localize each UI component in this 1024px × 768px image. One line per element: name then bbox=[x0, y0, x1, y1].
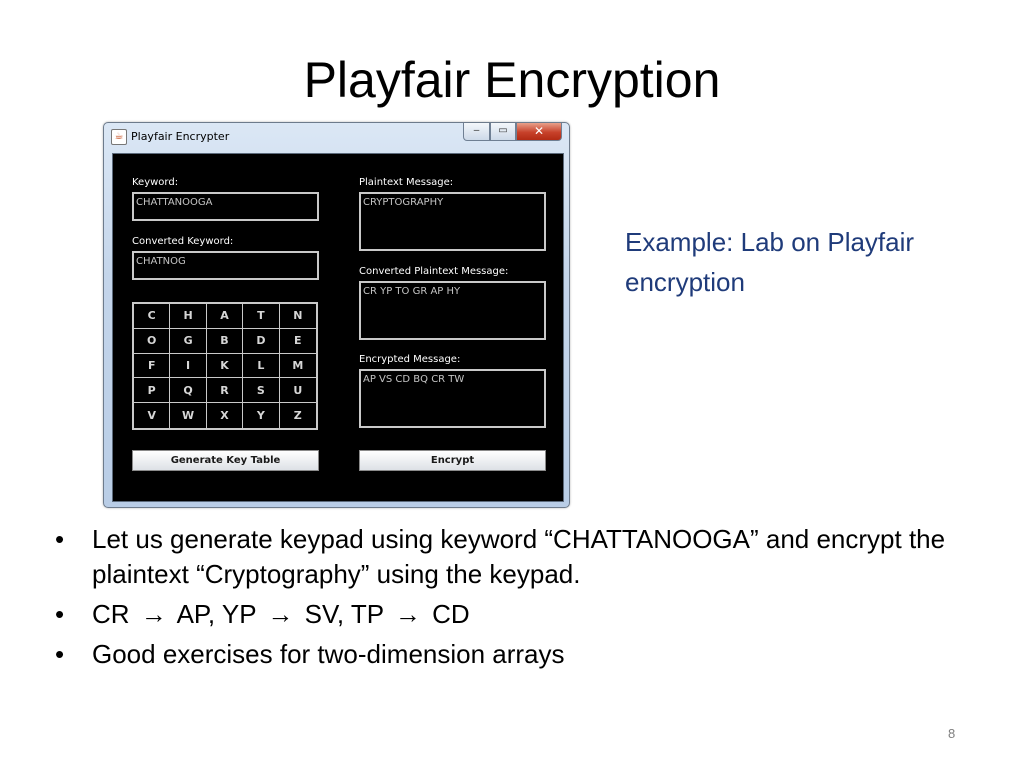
encrypt-button[interactable]: Encrypt bbox=[359, 450, 546, 471]
bullet-list bbox=[55, 522, 995, 677]
key-table-cell: V bbox=[134, 403, 170, 428]
key-table-cell: H bbox=[170, 304, 206, 329]
bullet-text: Let us generate keypad using keyword “CHATTANOOGA” and encrypt the plaintext “Cryptography” using the keypad. bbox=[92, 524, 946, 589]
key-table-cell: R bbox=[207, 378, 243, 403]
generate-key-table-button[interactable]: Generate Key Table bbox=[132, 450, 319, 471]
bullet-item bbox=[55, 637, 995, 672]
converted-keyword-label: Converted Keyword: bbox=[132, 236, 234, 247]
playfair-encrypter-window bbox=[103, 122, 570, 508]
pair-from: TP bbox=[350, 599, 384, 629]
converted-keyword-field[interactable]: CHATNOG bbox=[132, 251, 319, 280]
slide-title: Playfair Encryption bbox=[303, 52, 721, 108]
key-table-cell: U bbox=[280, 378, 316, 403]
key-table-cell: K bbox=[207, 354, 243, 379]
window-title: Playfair Encrypter bbox=[131, 130, 230, 143]
key-table-cell: S bbox=[243, 378, 279, 403]
encrypted-message-field[interactable]: AP VS CD BQ CR TW bbox=[359, 369, 546, 428]
page-number: 8 bbox=[948, 726, 956, 741]
key-table-cell: G bbox=[170, 329, 206, 354]
key-table-cell: C bbox=[134, 304, 170, 329]
pair-from: CR bbox=[92, 599, 130, 629]
key-table-cell: L bbox=[243, 354, 279, 379]
converted-plaintext-label: Converted Plaintext Message: bbox=[359, 266, 509, 277]
arrow-icon: → bbox=[140, 599, 167, 629]
window-client-area bbox=[112, 153, 564, 502]
keyword-input[interactable]: CHATTANOOGA bbox=[132, 192, 319, 221]
key-table-cell: B bbox=[207, 329, 243, 354]
bullet-icon: • bbox=[55, 599, 65, 629]
key-table-cell: A bbox=[207, 304, 243, 329]
key-table-cell: T bbox=[243, 304, 279, 329]
maximize-button[interactable]: ▭ bbox=[490, 123, 516, 141]
key-table-cell: W bbox=[170, 403, 206, 428]
plaintext-label: Plaintext Message: bbox=[359, 177, 454, 188]
key-table-cell: N bbox=[280, 304, 316, 329]
example-note: Example: Lab on Playfair encryption bbox=[625, 227, 915, 297]
bullet-icon: • bbox=[55, 524, 65, 554]
bullet-item bbox=[55, 522, 995, 592]
key-table-cell: F bbox=[134, 354, 170, 379]
key-table-cell: P bbox=[134, 378, 170, 403]
arrow-icon: → bbox=[394, 599, 421, 629]
key-table-cell: Y bbox=[243, 403, 279, 428]
pair-from: YP bbox=[221, 599, 257, 629]
key-table-cell: D bbox=[243, 329, 279, 354]
key-table-cell: M bbox=[280, 354, 316, 379]
converted-plaintext-field[interactable]: CR YP TO GR AP HY bbox=[359, 281, 546, 340]
window-titlebar[interactable] bbox=[104, 123, 569, 149]
pair-to: AP, bbox=[176, 599, 216, 629]
pair-to: CD bbox=[432, 599, 470, 629]
close-button[interactable]: ✕ bbox=[516, 123, 562, 141]
bullet-icon: • bbox=[55, 639, 65, 669]
key-table-cell: I bbox=[170, 354, 206, 379]
bullet-text: Good exercises for two-dimension arrays bbox=[92, 639, 565, 669]
minimize-button[interactable]: – bbox=[463, 123, 490, 141]
java-app-icon: ☕ bbox=[111, 129, 127, 145]
plaintext-input[interactable]: CRYPTOGRAPHY bbox=[359, 192, 546, 251]
key-table-grid bbox=[132, 302, 318, 430]
key-table-cell: O bbox=[134, 329, 170, 354]
encrypted-label: Encrypted Message: bbox=[359, 354, 461, 365]
key-table-cell: Z bbox=[293, 409, 302, 423]
bullet-item bbox=[55, 597, 995, 632]
arrow-icon: → bbox=[267, 599, 294, 629]
key-table-cell: Q bbox=[170, 378, 206, 403]
keyword-label: Keyword: bbox=[132, 177, 179, 188]
key-table-cell: E bbox=[280, 329, 316, 354]
pair-to: SV, bbox=[304, 599, 345, 629]
key-table-cell: X bbox=[207, 403, 243, 428]
